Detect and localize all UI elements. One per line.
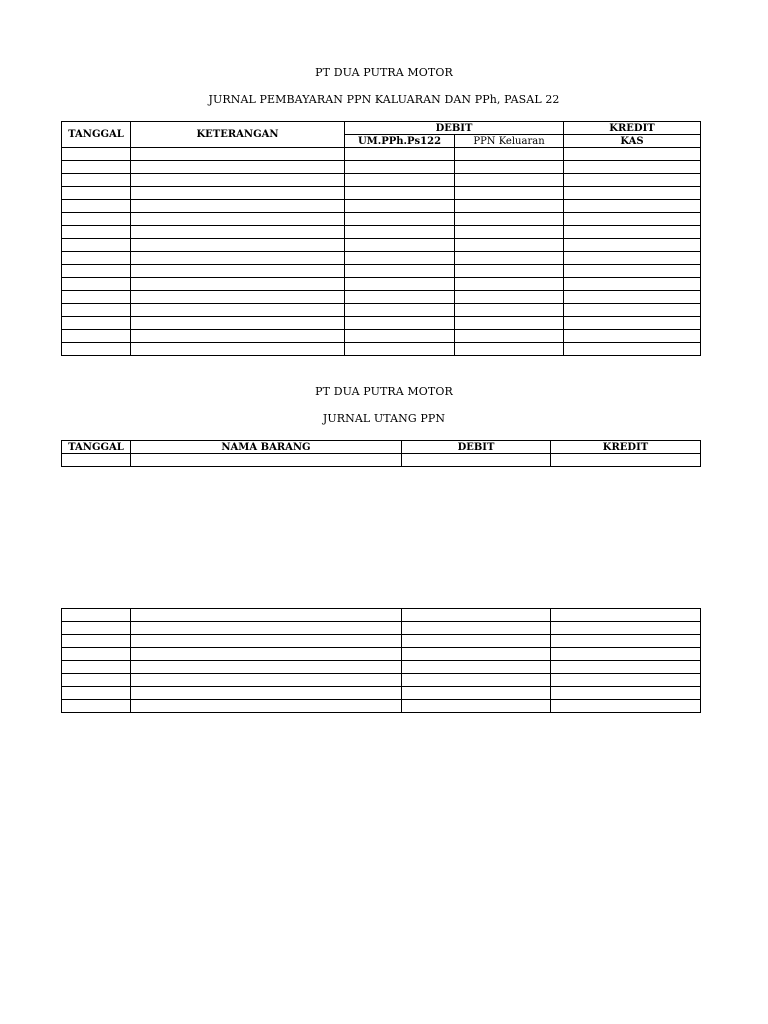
table-cell[interactable] [455,265,564,278]
table-cell[interactable] [564,265,701,278]
table-row [62,609,701,622]
table-cell[interactable] [131,674,402,687]
table-cell[interactable] [62,700,131,713]
header-kredit: KREDIT [551,441,701,454]
table-cell[interactable] [131,291,345,304]
table-row [62,317,701,330]
table-row [62,187,701,200]
table-cell[interactable] [131,648,402,661]
journal-title-2: JURNAL UTANG PPN [322,412,446,425]
table-row [62,291,701,304]
table-row [62,213,701,226]
table-cell[interactable] [131,330,345,343]
table-cell[interactable] [131,213,345,226]
table-cell[interactable] [402,687,551,700]
table-row [62,148,701,161]
table-cell[interactable] [131,687,402,700]
table-row [62,304,701,317]
table-cell[interactable] [402,700,551,713]
journal-2-rows [62,609,701,713]
table-cell[interactable] [62,454,131,467]
table-cell[interactable] [564,252,701,265]
table-row [62,687,701,700]
table-cell[interactable] [131,252,345,265]
company-name-1: PT DUA PUTRA MOTOR [315,66,453,79]
table-cell[interactable] [564,278,701,291]
table-cell[interactable] [402,609,551,622]
header-nama-barang: NAMA BARANG [131,441,402,454]
table-cell[interactable] [455,161,564,174]
table-cell[interactable] [455,304,564,317]
table-cell[interactable] [345,226,455,239]
table-cell[interactable] [62,226,131,239]
company-name-2: PT DUA PUTRA MOTOR [315,385,453,398]
table-cell[interactable] [131,622,402,635]
table-cell[interactable] [551,609,701,622]
table-cell[interactable] [62,265,131,278]
table-cell[interactable] [345,200,455,213]
table-row [62,239,701,252]
journal-title-1: JURNAL PEMBAYARAN PPN KALUARAN DAN PPh, PASAL 22 [208,93,560,106]
table-cell[interactable] [564,148,701,161]
table-cell[interactable] [345,317,455,330]
table-cell[interactable] [564,213,701,226]
table-cell[interactable] [62,622,131,635]
table-cell[interactable] [131,161,345,174]
header-debit: DEBIT [345,122,564,135]
table-cell[interactable] [62,609,131,622]
table-cell[interactable] [551,635,701,648]
table-cell[interactable] [564,317,701,330]
table-cell[interactable] [455,187,564,200]
table-cell[interactable] [455,226,564,239]
table-cell[interactable] [131,200,345,213]
table-cell[interactable] [62,213,131,226]
table-cell[interactable] [551,674,701,687]
table-cell[interactable] [551,661,701,674]
table-cell[interactable] [455,343,564,356]
table-row [62,252,701,265]
table-cell[interactable] [345,148,455,161]
table-cell[interactable] [131,661,402,674]
table-cell[interactable] [455,148,564,161]
table-cell[interactable] [62,687,131,700]
table-cell[interactable] [455,278,564,291]
table-row [62,265,701,278]
header-keterangan: KETERANGAN [131,122,345,148]
table-cell[interactable] [402,674,551,687]
table-cell[interactable] [345,174,455,187]
table-cell[interactable] [62,148,131,161]
table-cell[interactable] [131,343,345,356]
table-cell[interactable] [131,304,345,317]
table-cell[interactable] [402,635,551,648]
table-row [62,330,701,343]
table-row [62,226,701,239]
table-row [62,622,701,635]
table-cell[interactable] [131,174,345,187]
table-cell[interactable] [402,622,551,635]
table-cell[interactable] [564,161,701,174]
table-cell[interactable] [455,239,564,252]
table-cell[interactable] [402,661,551,674]
table-row [62,454,701,467]
table-cell[interactable] [345,161,455,174]
table-cell[interactable] [62,304,131,317]
table-cell[interactable] [62,174,131,187]
table-cell[interactable] [455,317,564,330]
table-row [62,343,701,356]
table-row [62,674,701,687]
table-cell[interactable] [345,213,455,226]
table-cell[interactable] [62,291,131,304]
table-row [62,200,701,213]
table-cell[interactable] [62,330,131,343]
header-tanggal: TANGGAL [62,122,131,148]
table-cell[interactable] [62,187,131,200]
table-cell[interactable] [551,687,701,700]
subheader-kas: KAS [564,135,701,148]
header-debit: DEBIT [402,441,551,454]
table-cell[interactable] [131,609,402,622]
table-cell[interactable] [402,648,551,661]
table-cell[interactable] [62,239,131,252]
table-row [62,174,701,187]
table-cell[interactable] [564,174,701,187]
table-cell[interactable] [62,343,131,356]
table-row [62,648,701,661]
table-cell[interactable] [455,200,564,213]
table-cell[interactable] [131,278,345,291]
table-cell[interactable] [564,226,701,239]
table-cell[interactable] [345,265,455,278]
table-cell[interactable] [62,278,131,291]
header-tanggal: TANGGAL [62,441,131,454]
subheader-um-pph: UM.PPh.Ps122 [345,135,455,148]
journal-1-rows [62,148,701,356]
table-cell[interactable] [131,148,345,161]
journal-utang-ppn-continuation-table [61,608,701,713]
table-cell[interactable] [62,317,131,330]
table-cell[interactable] [345,330,455,343]
table-cell[interactable] [455,213,564,226]
table-cell[interactable] [564,200,701,213]
table-cell[interactable] [455,291,564,304]
table-cell[interactable] [131,265,345,278]
table-cell[interactable] [131,454,402,467]
table-cell[interactable] [345,187,455,200]
table-cell[interactable] [551,622,701,635]
table-cell[interactable] [62,200,131,213]
table-cell[interactable] [551,648,701,661]
table-cell[interactable] [62,661,131,674]
journal-utang-ppn-table [61,440,701,467]
table-cell[interactable] [345,239,455,252]
table-cell[interactable] [402,454,551,467]
table-cell[interactable] [62,648,131,661]
table-cell[interactable] [455,330,564,343]
table-cell[interactable] [62,161,131,174]
table-row [62,700,701,713]
table-cell[interactable] [551,454,701,467]
journal-ppn-keluaran-table [61,121,701,356]
table-cell[interactable] [564,343,701,356]
table-row [62,635,701,648]
table-cell[interactable] [131,239,345,252]
header-kredit: KREDIT [564,122,701,135]
table-cell[interactable] [455,252,564,265]
table-row [62,161,701,174]
table-cell[interactable] [131,700,402,713]
table-cell[interactable] [345,291,455,304]
table-cell[interactable] [455,174,564,187]
table-cell[interactable] [564,187,701,200]
table-cell[interactable] [62,674,131,687]
table-cell[interactable] [564,291,701,304]
table-cell[interactable] [131,317,345,330]
subheader-ppn-keluaran: PPN Keluaran [455,135,564,148]
table-cell[interactable] [131,187,345,200]
table-cell[interactable] [345,304,455,317]
table-cell[interactable] [345,343,455,356]
table-cell[interactable] [131,226,345,239]
table-row [62,278,701,291]
table-cell[interactable] [345,278,455,291]
table-cell[interactable] [564,304,701,317]
table-cell[interactable] [345,252,455,265]
table-cell[interactable] [131,635,402,648]
table-cell[interactable] [551,700,701,713]
table-cell[interactable] [62,252,131,265]
table-cell[interactable] [62,635,131,648]
table-cell[interactable] [564,330,701,343]
table-row [62,661,701,674]
table-cell[interactable] [564,239,701,252]
